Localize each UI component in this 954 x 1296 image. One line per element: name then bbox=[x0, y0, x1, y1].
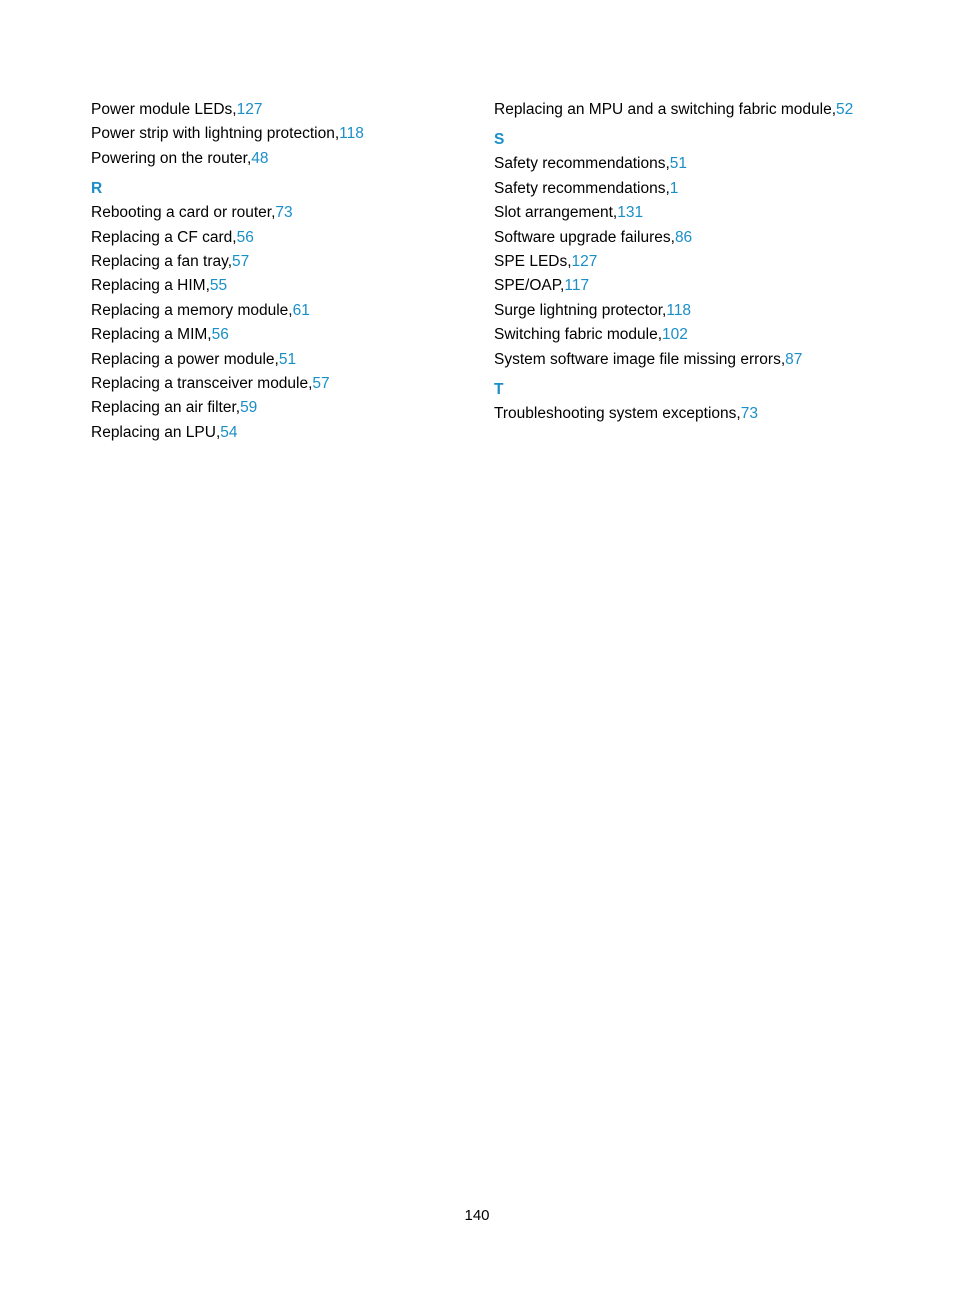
index-entry bbox=[494, 99, 914, 123]
index-entry-page-link[interactable]: 118 bbox=[666, 301, 692, 319]
index-entry-text: SPE LEDs, bbox=[494, 252, 572, 270]
index-entry-text: Replacing an LPU, bbox=[91, 423, 221, 441]
index-entry-text: Replacing a fan tray, bbox=[91, 252, 233, 270]
index-entry-text: Replacing a HIM, bbox=[91, 277, 210, 295]
index-entry-page-link[interactable]: 131 bbox=[617, 204, 644, 222]
index-column-left bbox=[91, 99, 471, 446]
page-number: 140 bbox=[464, 1207, 490, 1224]
index-letter-heading-t: T bbox=[494, 380, 504, 398]
index-entry bbox=[91, 123, 471, 147]
index-letter-heading-s: S bbox=[494, 131, 505, 149]
index-entry-text: Replacing a CF card, bbox=[91, 228, 237, 246]
index-entry bbox=[494, 275, 914, 299]
index-entry bbox=[494, 227, 914, 251]
index-entry-text: Safety recommendations, bbox=[494, 155, 670, 173]
index-entry-text: Safety recommendations, bbox=[494, 179, 670, 197]
index-entry bbox=[91, 422, 471, 446]
index-entry-page-link[interactable]: 86 bbox=[674, 228, 693, 246]
index-entry-text: Switching fabric module, bbox=[494, 326, 662, 344]
index-entry-page-link[interactable]: 127 bbox=[236, 101, 263, 118]
index-entry bbox=[494, 349, 914, 373]
index-entry-page-link[interactable]: 102 bbox=[662, 326, 688, 344]
index-entry bbox=[494, 202, 914, 226]
index-entry-text: SPE/OAP, bbox=[494, 277, 565, 295]
index-entry-text: Replacing a memory module, bbox=[91, 301, 293, 319]
index-entry-text: Powering on the router, bbox=[91, 149, 252, 167]
index-entry-text: System software image file missing errors, bbox=[494, 350, 786, 368]
index-entry-text: Rebooting a card or router, bbox=[91, 204, 276, 222]
index-entry-page-link[interactable]: 52 bbox=[836, 101, 854, 118]
index-entry-page-link[interactable]: 57 bbox=[312, 374, 330, 392]
index-entry bbox=[494, 178, 914, 202]
index-entry-text: Replacing a MIM, bbox=[91, 326, 212, 344]
index-entry bbox=[91, 300, 471, 324]
index-column-right bbox=[494, 99, 914, 427]
index-letter-heading-r: R bbox=[91, 180, 103, 198]
index-entry-page-link[interactable]: 55 bbox=[209, 277, 228, 295]
index-entry bbox=[494, 251, 914, 275]
index-entry-text: Power strip with lightning protection, bbox=[91, 125, 340, 143]
index-entry-page-link[interactable]: 1 bbox=[669, 179, 679, 197]
index-entry-page-link[interactable]: 48 bbox=[251, 149, 269, 167]
index-entry-page-link[interactable]: 54 bbox=[220, 423, 238, 441]
index-entry-page-link[interactable]: 51 bbox=[669, 155, 688, 173]
index-entry-text: Software upgrade failures, bbox=[494, 228, 675, 246]
index-entry-page-link[interactable]: 118 bbox=[339, 125, 364, 143]
index-entry-page-link[interactable]: 73 bbox=[740, 404, 758, 422]
index-entry-text: Replacing a transceiver module, bbox=[91, 374, 313, 392]
index-entry bbox=[91, 275, 471, 299]
index-entry-page-link[interactable]: 117 bbox=[564, 277, 590, 295]
index-entry bbox=[91, 227, 471, 251]
index-entry bbox=[91, 373, 471, 397]
index-entry-page-link[interactable]: 57 bbox=[232, 252, 250, 270]
index-entry-text: Power module LEDs, bbox=[91, 101, 237, 118]
index-entry-page-link[interactable]: 59 bbox=[240, 399, 258, 417]
index-entry bbox=[494, 153, 914, 177]
index-entry bbox=[494, 403, 914, 427]
index-entry-page-link[interactable]: 61 bbox=[292, 301, 310, 319]
index-entry-text: Troubleshooting system exceptions, bbox=[494, 404, 741, 422]
index-entry bbox=[494, 300, 914, 324]
index-entry bbox=[91, 324, 471, 348]
index-entry bbox=[91, 251, 471, 275]
index-entry bbox=[91, 349, 471, 373]
index-entry-page-link[interactable]: 127 bbox=[571, 252, 598, 270]
index-entry bbox=[494, 324, 914, 348]
index-entry-text: Replacing a power module, bbox=[91, 350, 279, 368]
index-entry-page-link[interactable]: 87 bbox=[785, 350, 803, 368]
index-entry-page-link[interactable]: 56 bbox=[211, 326, 229, 344]
index-entry-text: Replacing an MPU and a switching fabric module, bbox=[494, 101, 837, 118]
index-entry-text: Slot arrangement, bbox=[494, 204, 618, 222]
index-entry-text: Replacing an air filter, bbox=[91, 399, 241, 417]
index-entry bbox=[91, 202, 471, 226]
index-entry-page-link[interactable]: 56 bbox=[236, 228, 254, 246]
index-entry bbox=[91, 397, 471, 421]
index-entry bbox=[91, 99, 471, 123]
index-entry-text: Surge lightning protector, bbox=[494, 301, 667, 319]
index-entry-page-link[interactable]: 73 bbox=[275, 204, 293, 222]
index-entry bbox=[91, 148, 471, 172]
index-entry-page-link[interactable]: 51 bbox=[278, 350, 297, 368]
